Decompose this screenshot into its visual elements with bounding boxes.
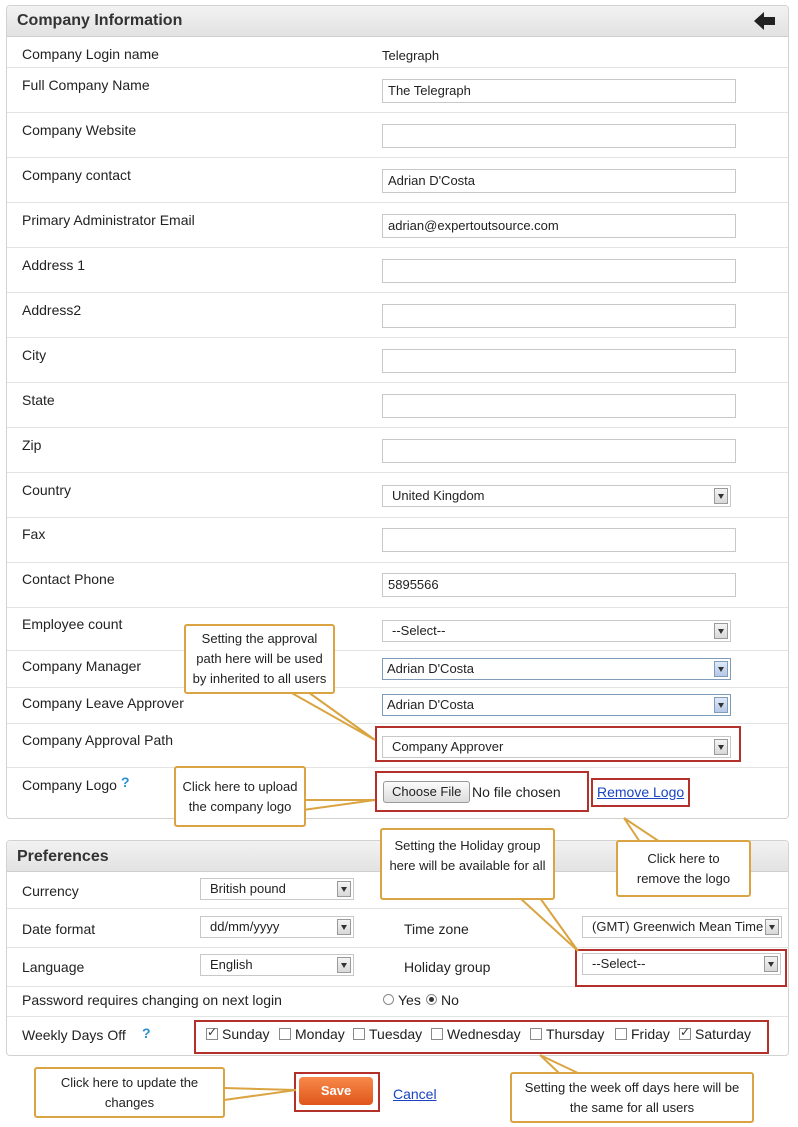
chevron-down-icon bbox=[337, 881, 351, 897]
holiday-group-callout: Setting the Holiday group here will be available for all bbox=[380, 828, 555, 900]
day-label-thursday: Thursday bbox=[546, 1026, 605, 1042]
contact-label: Company contact bbox=[22, 167, 131, 183]
zip-label: Zip bbox=[22, 437, 42, 453]
fax-input[interactable] bbox=[382, 528, 736, 552]
chevron-down-icon bbox=[714, 488, 728, 504]
currency-label: Currency bbox=[22, 883, 79, 899]
admin-email-input[interactable]: adrian@expertoutsource.com bbox=[382, 214, 736, 238]
row-contact bbox=[7, 158, 788, 203]
employee-count-value: --Select-- bbox=[392, 623, 446, 638]
weekly-days-highlight bbox=[194, 1020, 769, 1054]
contact-input[interactable]: Adrian D'Costa bbox=[382, 169, 736, 193]
city-input[interactable] bbox=[382, 349, 736, 373]
row-city bbox=[7, 338, 788, 383]
password-yes-radio[interactable] bbox=[383, 994, 394, 1005]
chevron-down-icon bbox=[337, 957, 351, 973]
row-manager bbox=[7, 651, 788, 688]
state-input[interactable] bbox=[382, 394, 736, 418]
row-country bbox=[7, 473, 788, 518]
week-off-callout: Setting the week off days here will be the same for all users bbox=[510, 1072, 754, 1123]
row-leave-approver bbox=[7, 688, 788, 724]
website-label: Company Website bbox=[22, 122, 137, 138]
company-information-header bbox=[7, 6, 788, 37]
help-icon[interactable]: ? bbox=[121, 774, 130, 790]
row-date-format bbox=[7, 909, 788, 948]
state-label: State bbox=[22, 392, 55, 408]
panel-title: Company Information bbox=[17, 12, 183, 29]
row-address1 bbox=[7, 248, 788, 293]
leave-approver-value: Adrian D'Costa bbox=[387, 697, 475, 712]
admin-email-label: Primary Administrator Email bbox=[22, 212, 195, 228]
password-label: Password requires changing on next login bbox=[22, 992, 282, 1008]
full-name-input[interactable]: The Telegraph bbox=[382, 79, 736, 103]
fax-label: Fax bbox=[22, 526, 46, 542]
chevron-down-icon bbox=[714, 697, 728, 713]
day-label-sunday: Sunday bbox=[222, 1026, 270, 1042]
choose-file-button[interactable]: Choose File bbox=[383, 781, 470, 803]
language-label: Language bbox=[22, 959, 85, 975]
city-label: City bbox=[22, 347, 47, 363]
login-label: Company Login name bbox=[22, 46, 159, 62]
chevron-down-icon bbox=[337, 919, 351, 935]
holiday-group-label: Holiday group bbox=[404, 959, 491, 975]
remove-logo-link[interactable]: Remove Logo bbox=[597, 784, 685, 800]
date-format-value: dd/mm/yyyy bbox=[210, 919, 280, 934]
upload-highlight bbox=[375, 771, 589, 812]
address2-input[interactable] bbox=[382, 304, 736, 328]
remove-logo-callout: Click here to remove the logo bbox=[616, 840, 751, 897]
row-zip bbox=[7, 428, 788, 473]
time-zone-value: (GMT) Greenwich Mean Time bbox=[592, 919, 764, 934]
cancel-link[interactable]: Cancel bbox=[393, 1086, 437, 1102]
date-format-label: Date format bbox=[22, 921, 96, 937]
login-value: Telegraph bbox=[382, 48, 440, 63]
country-label: Country bbox=[22, 482, 72, 498]
website-input[interactable] bbox=[382, 124, 736, 148]
row-state bbox=[7, 383, 788, 428]
approval-path-label: Company Approval Path bbox=[22, 732, 173, 748]
leave-approver-select[interactable] bbox=[382, 694, 731, 716]
address1-label: Address 1 bbox=[22, 257, 86, 273]
full-name-label: Full Company Name bbox=[22, 77, 150, 93]
help-icon[interactable]: ? bbox=[142, 1025, 151, 1041]
back-arrow-icon[interactable] bbox=[754, 11, 776, 31]
remove-logo-highlight bbox=[591, 778, 690, 807]
no-label: No bbox=[441, 992, 459, 1008]
row-address2 bbox=[7, 293, 788, 338]
chevron-down-icon bbox=[765, 919, 779, 935]
preferences-title: Preferences bbox=[17, 848, 109, 865]
time-zone-select[interactable] bbox=[582, 916, 782, 938]
company-information-panel bbox=[6, 5, 789, 819]
update-callout: Click here to update the changes bbox=[34, 1067, 225, 1118]
time-zone-label: Time zone bbox=[404, 921, 469, 937]
row-fax bbox=[7, 518, 788, 563]
chevron-down-icon bbox=[714, 661, 728, 677]
employee-count-label: Employee count bbox=[22, 616, 123, 632]
yes-label: Yes bbox=[398, 992, 421, 1008]
row-full-name bbox=[7, 68, 788, 113]
language-select[interactable] bbox=[200, 954, 354, 976]
password-no-radio[interactable] bbox=[426, 994, 437, 1005]
approval-path-value: Company Approver bbox=[392, 739, 504, 754]
upload-logo-callout: Click here to upload the company logo bbox=[174, 766, 306, 827]
day-label-friday: Friday bbox=[631, 1026, 670, 1042]
address1-input[interactable] bbox=[382, 259, 736, 283]
manager-select[interactable] bbox=[382, 658, 731, 680]
approval-path-highlight bbox=[375, 726, 741, 762]
country-value: United Kingdom bbox=[392, 488, 485, 503]
row-employee-count bbox=[7, 608, 788, 651]
holiday-group-value: --Select-- bbox=[592, 956, 646, 971]
zip-input[interactable] bbox=[382, 439, 736, 463]
row-admin-email bbox=[7, 203, 788, 248]
phone-input[interactable]: 5895566 bbox=[382, 573, 736, 597]
day-label-tuesday: Tuesday bbox=[369, 1026, 423, 1042]
row-phone bbox=[7, 563, 788, 608]
row-password bbox=[7, 987, 788, 1017]
currency-value: British pound bbox=[210, 881, 286, 896]
leave-approver-label: Company Leave Approver bbox=[22, 695, 184, 711]
day-label-saturday: Saturday bbox=[695, 1026, 752, 1042]
manager-value: Adrian D'Costa bbox=[387, 661, 475, 676]
approval-path-callout: Setting the approval path here will be used by inherited to all users bbox=[184, 624, 335, 694]
save-button[interactable]: Save bbox=[299, 1077, 373, 1105]
country-select[interactable] bbox=[382, 485, 731, 507]
row-login bbox=[7, 37, 788, 68]
no-file-text: No file chosen bbox=[472, 784, 561, 800]
manager-label: Company Manager bbox=[22, 658, 142, 674]
logo-label: Company Logo bbox=[22, 777, 117, 793]
employee-count-select[interactable] bbox=[382, 620, 731, 642]
date-format-select[interactable] bbox=[200, 916, 354, 938]
chevron-down-icon bbox=[714, 623, 728, 639]
day-label-wednesday: Wednesday bbox=[447, 1026, 521, 1042]
address2-label: Address2 bbox=[22, 302, 82, 318]
weekly-off-label: Weekly Days Off bbox=[22, 1027, 126, 1043]
currency-select[interactable] bbox=[200, 878, 354, 900]
row-website bbox=[7, 113, 788, 158]
language-value: English bbox=[210, 957, 253, 972]
holiday-group-highlight bbox=[575, 949, 787, 987]
phone-label: Contact Phone bbox=[22, 571, 115, 587]
save-highlight bbox=[294, 1072, 380, 1112]
day-label-monday: Monday bbox=[295, 1026, 345, 1042]
